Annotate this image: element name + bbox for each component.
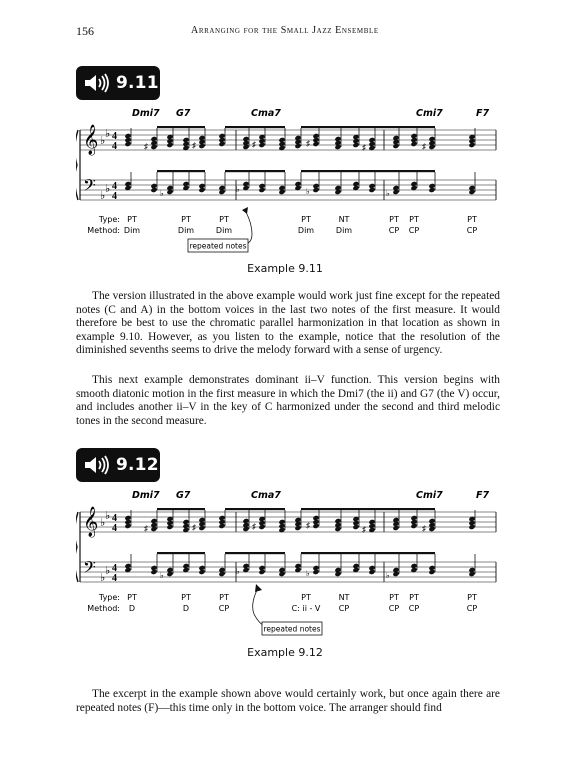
brace-icon [76, 130, 78, 200]
chord-symbols [132, 108, 489, 119]
method-value: C: ii - V [291, 604, 321, 613]
type-value: PT [409, 593, 419, 602]
speaker-icon [83, 454, 113, 476]
chord-symbol: Cma7 [251, 490, 281, 501]
beam [301, 508, 359, 510]
analysis-labels [87, 215, 120, 235]
chord-symbol: Dmi7 [132, 490, 160, 501]
time-signature: 4 [112, 563, 117, 574]
chord-symbol: Cmi7 [416, 490, 443, 501]
sharp-icon: ♯ [252, 522, 256, 531]
audio-badge-9-12[interactable] [76, 448, 160, 482]
flat-icon: ♭ [236, 185, 240, 194]
notehead [166, 142, 173, 148]
notehead [368, 187, 375, 193]
sharp-icon: ♯ [144, 524, 148, 533]
page-header [76, 24, 498, 42]
brace-icon [76, 512, 78, 582]
time-signature: 4 [112, 513, 117, 524]
notehead [312, 187, 319, 193]
beam [359, 508, 435, 510]
notehead [198, 569, 205, 575]
sharp-icon: ♯ [362, 525, 366, 534]
chord-symbol: F7 [476, 108, 490, 119]
notehead [258, 524, 265, 530]
sharp-icon: ♯ [362, 143, 366, 152]
speaker-icon [83, 72, 113, 94]
beam [225, 552, 285, 554]
chord-symbol: G7 [176, 108, 191, 119]
notehead [352, 142, 359, 148]
flat-icon: ♭ [100, 190, 106, 202]
flat-icon: ♭ [100, 517, 106, 529]
notehead [392, 525, 399, 531]
beam [157, 126, 205, 128]
time-signature: 4 [112, 523, 117, 534]
notehead [352, 524, 359, 530]
notehead [218, 141, 225, 147]
music-score-9-11 [76, 104, 500, 256]
sharp-icon: ♯ [306, 139, 310, 148]
notehead [312, 141, 319, 147]
notehead [258, 187, 265, 193]
sharp-icon: ♯ [252, 140, 256, 149]
flat-icon: ♭ [386, 571, 390, 580]
flat-icon: ♭ [160, 189, 164, 198]
type-value: PT [301, 593, 311, 602]
beam [301, 126, 359, 128]
type-value: PT [389, 593, 399, 602]
flat-icon: ♭ [386, 189, 390, 198]
type-value: PT [181, 593, 191, 602]
beam [157, 170, 205, 172]
beam [359, 126, 435, 128]
beam [225, 170, 285, 172]
notehead [468, 524, 475, 530]
method-value: CP [466, 226, 478, 235]
type-label: Type: [98, 593, 120, 602]
paragraph: The version illustrated in the above example would work just fine except for the repeated notes (C and A) in the bottom voices in the last two notes of the first measure. It would therefore be best to use the chromatic parallel harmonization in that location as shown in example 9.10. However, as you listen to the example, notice that the resolution of the diminished sevenths seems to drive the melody forward with a sense of urgency. [76, 290, 500, 357]
method-value: D [128, 604, 136, 613]
page-number: 156 [76, 24, 94, 38]
audio-badge-9-11[interactable] [76, 66, 160, 100]
chord-symbol: Cmi7 [416, 108, 443, 119]
flat-icon: ♭ [105, 183, 111, 195]
notehead [410, 141, 417, 147]
paragraph: The excerpt in the example shown above would certainly work, but once again there are repeated notes (F)—this time only in the bottom voice. The arranger should find [76, 688, 500, 714]
notehead [468, 142, 475, 148]
type-value: NT [338, 215, 350, 224]
notehead [294, 143, 301, 149]
type-value: PT [219, 593, 229, 602]
time-signature: 4 [112, 181, 117, 192]
notehead [410, 523, 417, 529]
sharp-icon: ♯ [144, 142, 148, 151]
time-signature: 4 [112, 191, 117, 202]
method-value: D [182, 604, 190, 613]
flat-icon: ♭ [105, 510, 111, 522]
notehead [294, 525, 301, 531]
notehead [124, 141, 131, 147]
bass-clef-icon: 𝄢 [83, 557, 96, 581]
beam [301, 552, 359, 554]
type-label: Type: [98, 215, 120, 224]
method-value: Dim [297, 226, 315, 235]
beam [225, 126, 285, 128]
notehead [150, 187, 157, 193]
method-value: CP [388, 604, 400, 613]
notehead [312, 569, 319, 575]
beam [359, 170, 435, 172]
notehead [258, 569, 265, 575]
method-value: Dim [177, 226, 195, 235]
treble-clef-icon: 𝄞 [83, 125, 99, 155]
time-signature: 4 [112, 141, 117, 152]
type-value: PT [467, 593, 477, 602]
method-value: Dim [215, 226, 233, 235]
sharp-icon: ♯ [422, 142, 426, 151]
beam [301, 170, 359, 172]
time-signature: 4 [112, 573, 117, 584]
notehead [258, 142, 265, 148]
treble-clef-icon: 𝄞 [83, 507, 99, 537]
flat-icon: ♭ [100, 135, 106, 147]
flat-icon: ♭ [236, 567, 240, 576]
beam [157, 508, 205, 510]
paragraph: This next example demonstrates dominant ii–V function. This version begins with smooth diatonic motion in the first measure in which the Dmi7 (the ii) and G7 (the V) occur, and includes another ii–V in the key of C harmonized under the second and third melodic tones in the second measure. [76, 374, 500, 427]
flat-icon: ♭ [105, 565, 111, 577]
chord-symbol: F7 [476, 490, 490, 501]
method-value: CP [408, 226, 420, 235]
annotation-text: repeated notes [189, 241, 247, 251]
sharp-icon: ♯ [306, 521, 310, 530]
flat-icon: ♭ [306, 569, 310, 578]
notehead [428, 569, 435, 575]
annotation-text: repeated notes [263, 624, 321, 634]
type-value: NT [338, 593, 350, 602]
notehead [392, 143, 399, 149]
example-caption: Example 9.12 [247, 646, 323, 659]
method-value: CP [388, 226, 400, 235]
beam [225, 508, 285, 510]
method-value: Dim [335, 226, 353, 235]
chord-symbol: G7 [176, 490, 191, 501]
beam [359, 552, 435, 554]
notehead [166, 524, 173, 530]
type-value: PT [409, 215, 419, 224]
chord-symbol: Cma7 [251, 108, 281, 119]
type-value: PT [467, 215, 477, 224]
analysis-labels [87, 593, 120, 613]
chord-symbol: Dmi7 [132, 108, 160, 119]
method-label: Method: [87, 604, 120, 613]
type-value: PT [301, 215, 311, 224]
example-caption: Example 9.11 [247, 262, 323, 275]
method-value: CP [408, 604, 420, 613]
bass-clef-icon: 𝄢 [83, 175, 96, 199]
method-label: Method: [87, 226, 120, 235]
badge-number: 9.12 [116, 455, 159, 475]
notehead [198, 143, 205, 149]
sharp-icon: ♯ [192, 141, 196, 150]
method-value: CP [218, 604, 230, 613]
flat-icon: ♭ [105, 128, 111, 140]
type-value: PT [127, 593, 137, 602]
flat-icon: ♭ [160, 571, 164, 580]
notehead [198, 187, 205, 193]
method-value: CP [338, 604, 350, 613]
sharp-icon: ♯ [422, 524, 426, 533]
music-score-9-12 [76, 486, 500, 638]
chord-symbols [132, 490, 489, 501]
notehead [312, 523, 319, 529]
type-value: PT [219, 215, 229, 224]
flat-icon: ♭ [100, 572, 106, 584]
notehead [218, 523, 225, 529]
time-signature: 4 [112, 131, 117, 142]
method-value: CP [466, 604, 478, 613]
sharp-icon: ♯ [192, 523, 196, 532]
type-value: PT [389, 215, 399, 224]
notehead [198, 525, 205, 531]
notehead [368, 569, 375, 575]
notehead [124, 523, 131, 529]
beam [157, 552, 205, 554]
notehead [150, 569, 157, 575]
notehead [428, 187, 435, 193]
flat-icon: ♭ [306, 187, 310, 196]
method-value: Dim [123, 226, 141, 235]
badge-number: 9.11 [116, 73, 159, 93]
running-title: Arranging for the Small Jazz Ensemble [191, 25, 379, 36]
type-value: PT [127, 215, 137, 224]
type-value: PT [181, 215, 191, 224]
